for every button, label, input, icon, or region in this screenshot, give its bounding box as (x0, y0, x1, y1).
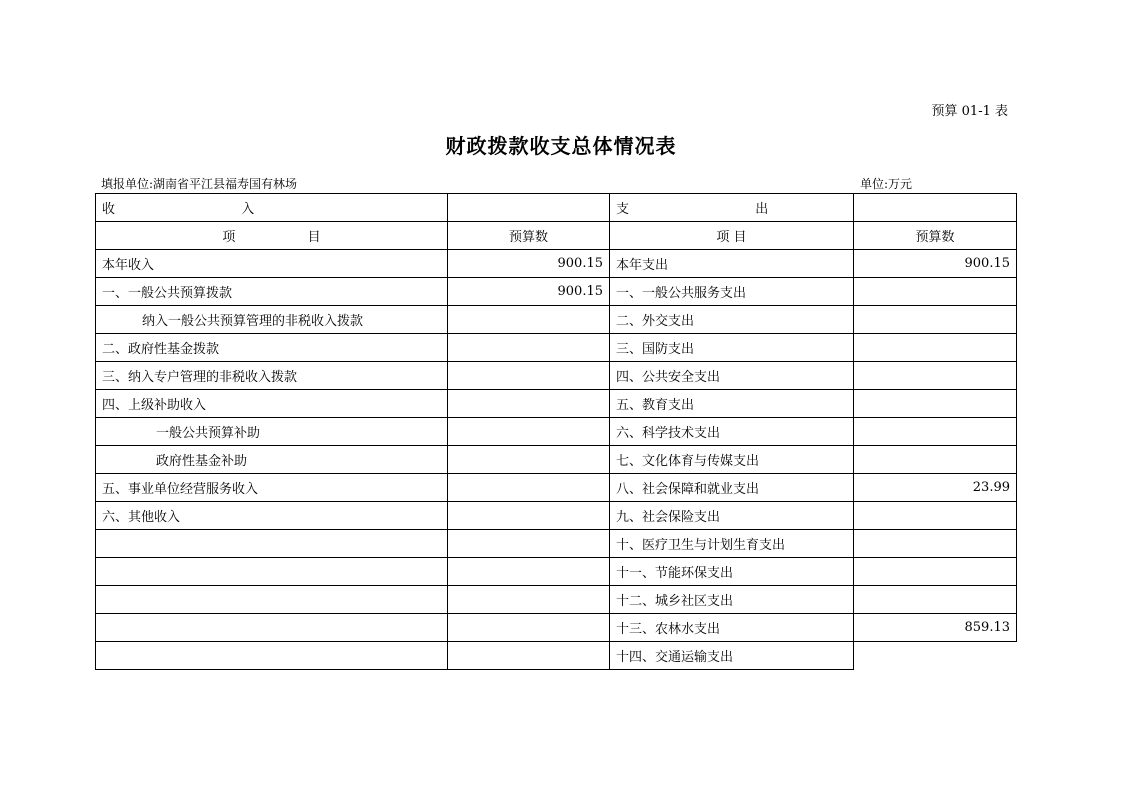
group-header-row (96, 194, 1017, 222)
table-row (96, 278, 1017, 306)
table-row (96, 614, 1017, 642)
income-cell (96, 614, 448, 642)
income-cell: 四、上级补助收入 (96, 390, 448, 418)
table-row (96, 362, 1017, 390)
income-group-right: 入 (241, 202, 255, 217)
income-cell (96, 586, 448, 614)
income-cell (96, 530, 448, 558)
expense-cell: 三、国防支出 (610, 334, 854, 362)
expense-amount-header: 预算数 (854, 222, 1017, 250)
expense-amount-cell (854, 446, 1017, 474)
income-amount-cell (448, 558, 610, 586)
expense-item-header: 项 目 (610, 222, 854, 250)
income-amount-cell (448, 446, 610, 474)
income-amount-cell: 900.15 (448, 250, 610, 278)
income-amount-cell (448, 614, 610, 642)
expense-amount-cell (854, 502, 1017, 530)
expense-cell: 一、一般公共服务支出 (610, 278, 854, 306)
table-row (96, 642, 1017, 670)
page-title: 财政拨款收支总体情况表 (445, 134, 677, 158)
income-cell: 一般公共预算补助 (96, 418, 448, 446)
table-row (96, 306, 1017, 334)
expense-cell: 二、外交支出 (610, 306, 854, 334)
income-cell (96, 558, 448, 586)
expense-amount-cell: 900.15 (854, 250, 1017, 278)
expense-amount-cell: 23.99 (854, 474, 1017, 502)
income-amount-cell: 900.15 (448, 278, 610, 306)
income-item-header (96, 222, 448, 250)
expense-cell: 十、医疗卫生与计划生育支出 (610, 530, 854, 558)
income-amount-header: 预算数 (448, 222, 610, 250)
income-amount-cell (448, 306, 610, 334)
expense-group-right: 出 (755, 202, 769, 217)
expense-cell: 七、文化体育与传媒支出 (610, 446, 854, 474)
column-header-row (96, 222, 1017, 250)
form-code: 预算 01-1 表 (931, 104, 1008, 119)
table-row (96, 250, 1017, 278)
item-right: 目 (307, 230, 321, 245)
expense-amount-cell (854, 278, 1017, 306)
table-row (96, 418, 1017, 446)
income-amount-cell (448, 390, 610, 418)
table-row (96, 334, 1017, 362)
income-cell: 本年收入 (96, 250, 448, 278)
expense-cell: 十一、节能环保支出 (610, 558, 854, 586)
expense-amount-cell (854, 642, 1017, 670)
expense-cell: 本年支出 (610, 250, 854, 278)
table-row (96, 446, 1017, 474)
income-cell: 五、事业单位经营服务收入 (96, 474, 448, 502)
table-row (96, 586, 1017, 614)
expense-cell: 五、教育支出 (610, 390, 854, 418)
filling-unit: 填报单位:湖南省平江县福寿国有林场 (101, 177, 298, 191)
table-row (96, 530, 1017, 558)
income-cell: 政府性基金补助 (96, 446, 448, 474)
expense-group-left: 支 (616, 202, 630, 217)
table-row (96, 558, 1017, 586)
expense-cell: 六、科学技术支出 (610, 418, 854, 446)
income-group-spacer (448, 194, 610, 222)
expense-amount-cell (854, 334, 1017, 362)
expense-cell: 四、公共安全支出 (610, 362, 854, 390)
expense-cell: 十四、交通运输支出 (610, 642, 854, 670)
income-cell: 三、纳入专户管理的非税收入拨款 (96, 362, 448, 390)
expense-amount-cell (854, 586, 1017, 614)
expense-amount-cell (854, 558, 1017, 586)
expense-amount-cell: 859.13 (854, 614, 1017, 642)
income-group-header (96, 194, 448, 222)
income-cell: 纳入一般公共预算管理的非税收入拨款 (96, 306, 448, 334)
table-row (96, 390, 1017, 418)
budget-table (95, 193, 1017, 670)
expense-amount-cell (854, 306, 1017, 334)
income-amount-cell (448, 642, 610, 670)
income-amount-cell (448, 418, 610, 446)
income-amount-cell (448, 362, 610, 390)
expense-cell: 十三、农林水支出 (610, 614, 854, 642)
income-amount-cell (448, 334, 610, 362)
expense-group-header (610, 194, 854, 222)
expense-cell: 十二、城乡社区支出 (610, 586, 854, 614)
income-cell: 一、一般公共预算拨款 (96, 278, 448, 306)
income-cell: 六、其他收入 (96, 502, 448, 530)
income-cell: 二、政府性基金拨款 (96, 334, 448, 362)
table-row (96, 474, 1017, 502)
currency-unit: 单位:万元 (860, 177, 913, 191)
income-amount-cell (448, 586, 610, 614)
expense-amount-cell (854, 390, 1017, 418)
income-cell (96, 642, 448, 670)
item-left: 项 (222, 230, 236, 245)
income-amount-cell (448, 502, 610, 530)
expense-cell: 九、社会保险支出 (610, 502, 854, 530)
expense-amount-cell (854, 362, 1017, 390)
income-group-left: 收 (102, 202, 116, 217)
expense-group-spacer (854, 194, 1017, 222)
income-amount-cell (448, 474, 610, 502)
expense-amount-cell (854, 418, 1017, 446)
table-row (96, 502, 1017, 530)
expense-amount-cell (854, 530, 1017, 558)
expense-cell: 八、社会保障和就业支出 (610, 474, 854, 502)
income-amount-cell (448, 530, 610, 558)
